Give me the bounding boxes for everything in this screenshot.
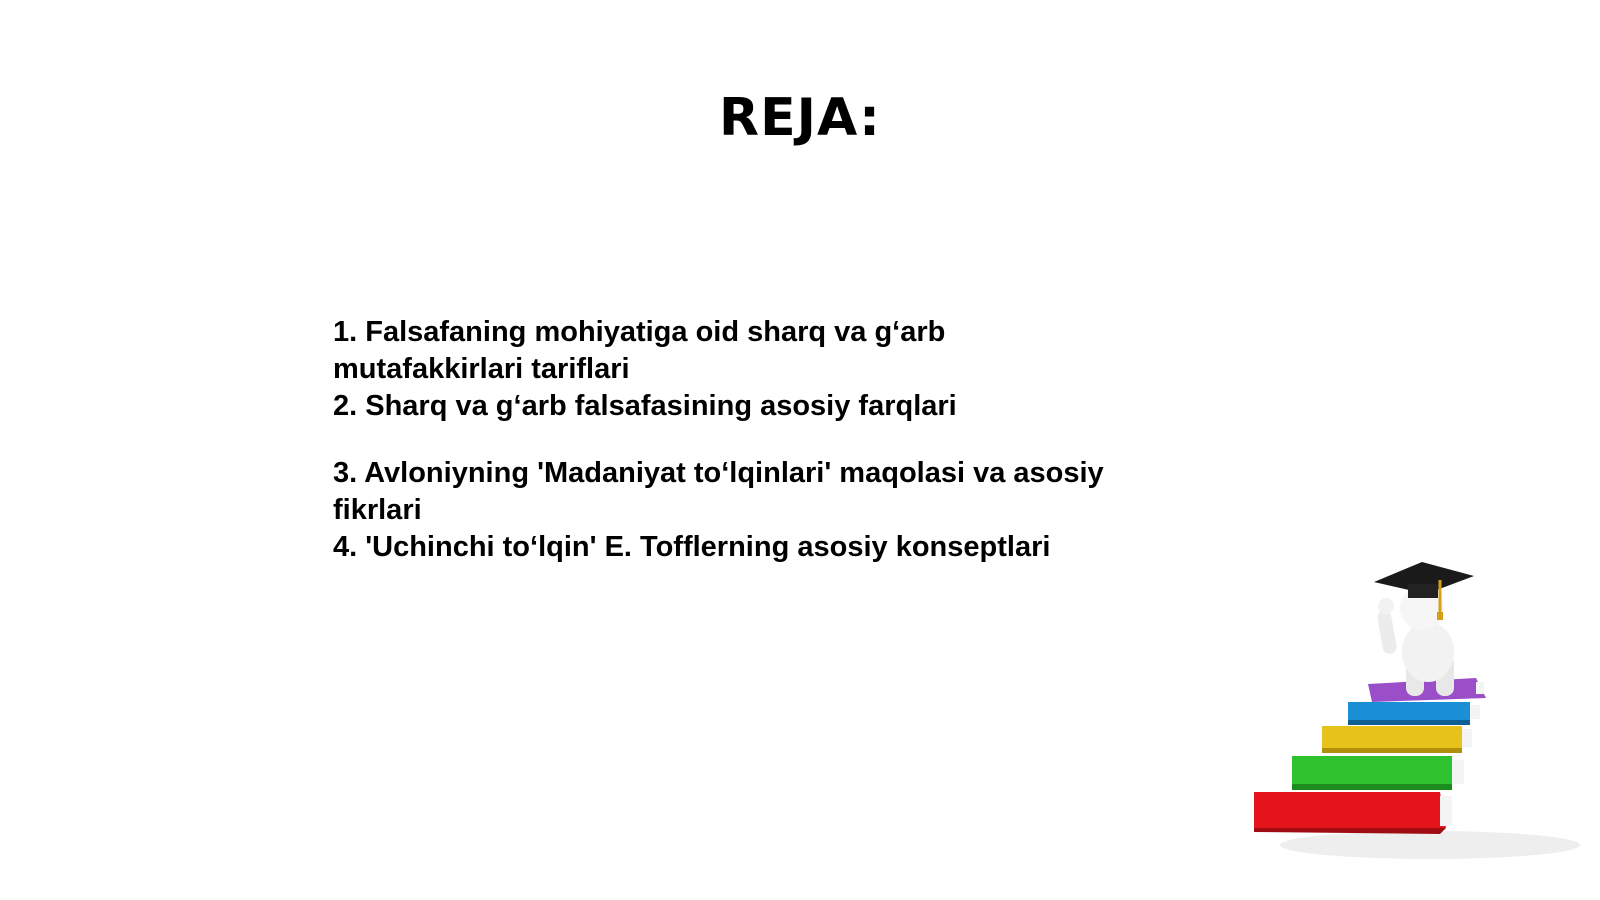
plan-list [333, 314, 1193, 566]
plan-item-text: 1. Falsafaning mohiyatiga oid sharq va g‘arb mutafakkirlari tariflari [333, 316, 946, 385]
plan-item-text: 2. Sharq va g‘arb falsafasining asosiy farqlari [333, 390, 957, 422]
slide-title: REJA: [719, 88, 881, 148]
graduate-figure-icon [1374, 562, 1474, 696]
plan-item-text: 3. Avloniyning 'Madaniyat to‘lqinlari' maqolasi va asosiy fikrlari [333, 457, 1104, 526]
plan-item-3 [333, 455, 1173, 529]
plan-item-4 [333, 529, 1193, 566]
book-yellow-icon [1322, 726, 1472, 753]
book-green-icon [1292, 756, 1464, 790]
book-red-icon [1254, 792, 1452, 834]
shadow [1280, 831, 1580, 859]
book-blue-icon [1348, 702, 1480, 725]
plan-item-2 [333, 388, 1193, 425]
plan-item-text: 4. 'Uchinchi to‘lqin' E. Tofflerning asosiy konseptlari [333, 531, 1051, 563]
graduate-on-books-illustration [1240, 560, 1590, 870]
plan-item-1 [333, 314, 1013, 388]
